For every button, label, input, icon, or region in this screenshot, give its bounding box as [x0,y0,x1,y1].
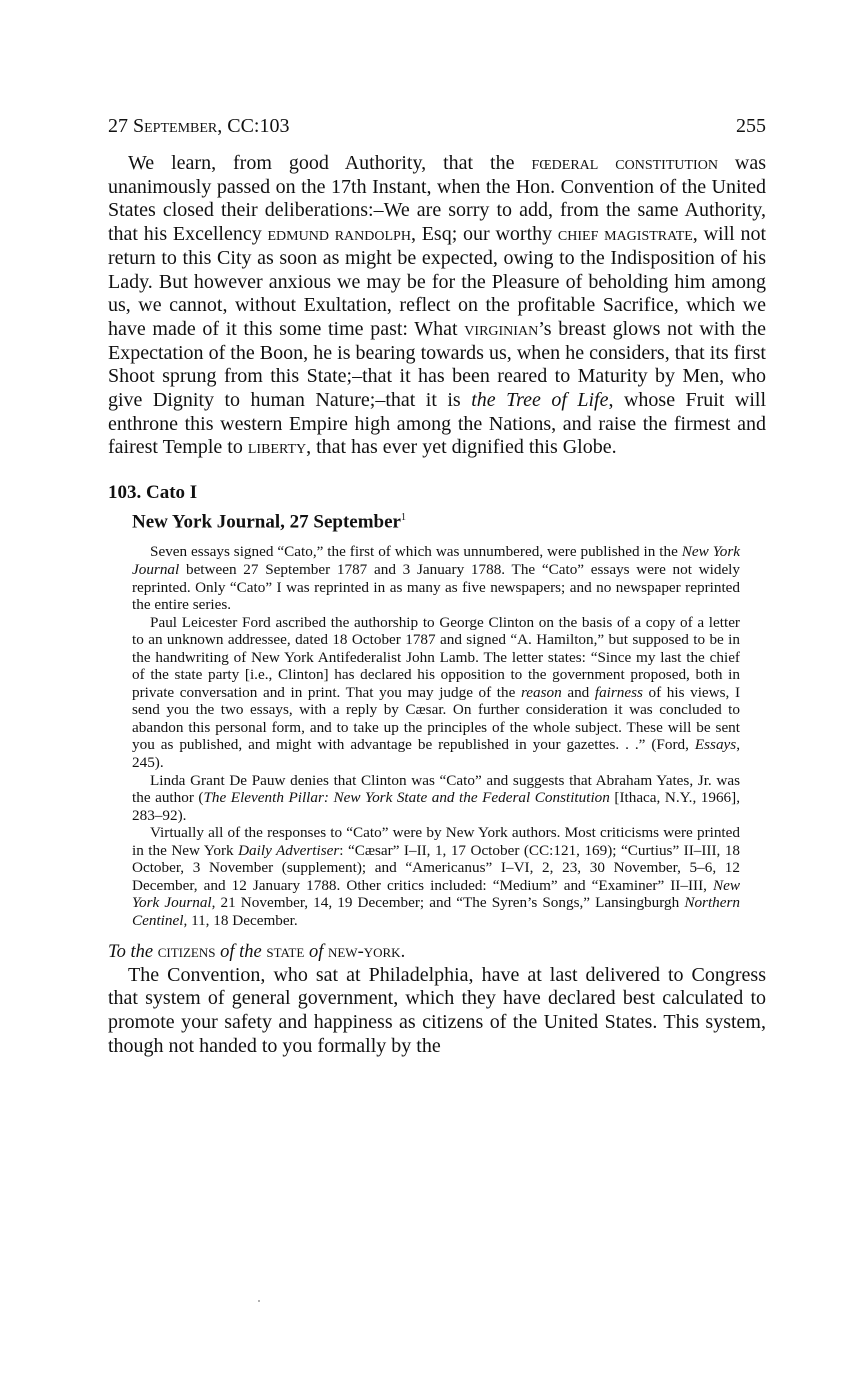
intro-paragraph: We learn, from good Authority, that the fœderal constitution was unanimously passed on the 17th Instant, when the Hon. Convention of the United States closed their deliberations:–We are sorry to add, from the same Authority, that his Excellency edmund randolph, Esq; our worthy chief magistrate, will not return to this City as soon as might be expected, owing to the Indisposition of his Lady. But however anxious we may be for the Pleasure of beholding him among us, we cannot, without Exultation, reflect on the profitable Sacrifice, which we have made of it this some time past: What virginian’s breast glows not with the Expectation of the Boon, he is bearing towards us, when he considers, that its first Shoot sprung from this State;–that it has been reared to Maturity by Men, who give Dignity to human Nature;–that it is the Tree of Life, whose Fruit will enthrone this western Empire high among the Nations, and raise the firmest and fairest Temple to liberty, that has ever yet dignified this Globe. [108,152,767,459]
running-head-title: 27 September, CC:103 [108,115,290,137]
essay-body [108,964,766,1059]
headnote-paragraph: Seven essays signed “Cato,” the first of which was unnumbered, were published in the New York Journal between 27 September 1787 and 3 January 1788. The “Cato” essays were not widely reprinted. Only “Cato” I was reprinted in as many as five newspapers; and no newspaper reprinted the entire series. [132,543,740,614]
page-number: 255 [736,115,766,137]
headnote-paragraph: Paul Leicester Ford ascribed the authorship to George Clinton on the basis of a copy of a letter to an unknown addressee, dated 18 October 1787 and signed “A. Hamilton,” but supposed to be in the handwriting of New York Antifederalist John Lamb. The letter states: “Since my last the chief of the state party [i.e., Clinton] has declared his opposition to the government proposed, both in private conversation and in print. That you may judge of the reason and fairness of his views, I send you the two essays, with a reply by Cæsar. On further consideration it was concluded to abandon this personal form, and to take up the principles of the whole subject. These will be sent you as published, and might with advantage be republished in your gazettes. . .” (Ford, Essays, 245). [132,613,741,772]
editorial-headnote [132,543,740,929]
scan-speck [258,1300,260,1302]
document-title: 103. Cato I [108,482,198,504]
salutation: To the citizens of the state of new-york. [108,941,406,962]
document-subtitle: New York Journal, 27 September$^1$ [132,511,406,533]
running-header [108,112,766,140]
essay-paragraph: The Convention, who sat at Philadelphia, have at last delivered to Congress that system of general government, which they have declared best calculated to promote your safety and happiness as citizens of the United States. This system, though not handed to you formally by the [108,963,766,1057]
headnote-paragraph: Virtually all of the responses to “Cato” were by New York authors. Most criticisms were printed in the New York Daily Advertiser: “Cæsar” I–II, 1, 17 October (CC:121, 169); “Curtius” II–III, 18 October, 3 November (supplement); and “Americanus” I–VI, 2, 23, 30 November, 5–6, 12 December, and 12 January 1788. Other critics included: “Medium” and “Examiner” II–III, New York Journal, 21 November, 14, 19 December; and “The Syren’s Songs,” Lansingburgh Northern Centinel, 11, 18 December. [132,824,741,929]
document-page [108,112,766,1058]
footnote-reference[interactable]: 1 [400,512,406,524]
headnote-paragraph: Linda Grant De Pauw denies that Clinton was “Cato” and suggests that Abraham Yates, Jr. was the author (The Eleventh Pillar: New York State and the Federal Constitution [Ithaca, N.Y., 1966], 283–92). [132,771,740,824]
